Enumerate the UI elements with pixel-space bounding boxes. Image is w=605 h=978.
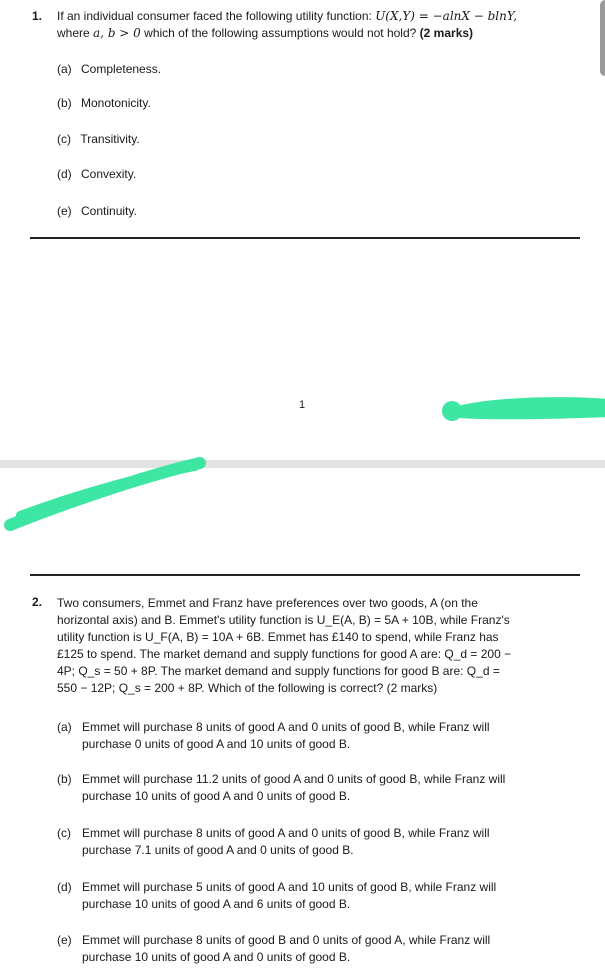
option-line: Emmet will purchase 8 units of good A and 0 units of good B, while Franz will [82,826,490,840]
question-2-line-5: 4P; Q_s = 50 + 8P. The market demand and supply functions for good B are: Q_d = [57,664,500,678]
option-letter: (b) [57,96,72,110]
option-line: purchase 10 units of good A and 0 units of good B. [82,789,351,803]
option-line: purchase 10 units of good A and 6 units of good B. [82,897,351,911]
option-1c [57,131,140,148]
option-1d [57,166,136,183]
question-2-line-4: £125 to spend. The market demand and supply functions for good A are: Q_d = 200 − [57,647,512,661]
option-text [82,932,490,966]
question-1-text-c: which of the following assumptions would not hold? [140,26,420,40]
question-1-number: 1. [32,9,43,23]
question-1-marks: (2 marks) [419,26,474,40]
option-line: purchase 7.1 units of good A and 0 units of good B. [82,843,354,857]
option-text [82,771,505,805]
option-text: Completeness. [81,62,162,76]
question-2-number: 2. [32,595,43,609]
option-text [82,825,490,859]
option-letter: (d) [57,167,72,181]
question-1-utility-function: U(X,Y) = −alnX − blnY, [375,9,518,23]
option-letter: (c) [57,132,71,146]
option-line: Emmet will purchase 8 units of good A and 0 units of good B, while Franz will [82,720,490,734]
option-text: Transitivity. [80,132,140,146]
option-letter: (a) [57,62,72,76]
question-2-line-6: 550 − 12P; Q_s = 200 + 8P. Which of the following is correct? (2 marks) [57,681,438,695]
option-text: Convexity. [81,167,137,181]
option-line: Emmet will purchase 8 units of good B and 0 units of good A, while Franz will [82,933,491,947]
option-text [82,879,496,913]
page-number: 1 [299,399,306,411]
question-2-line-3: utility function is U_F(A, B) = 10A + 6B. Emmet has £140 to spend, while Franz has [57,630,499,644]
option-text [82,719,490,753]
option-letter: (e) [57,933,72,947]
option-text: Monotonicity. [81,96,151,110]
option-text: Continuity. [81,204,137,218]
option-line: Emmet will purchase 5 units of good A and 10 units of good B, while Franz will [82,880,497,894]
highlight-marker-scribble-left [0,455,210,535]
question-2-text [57,595,592,697]
option-line: purchase 10 units of good A and 0 units of good B. [82,950,351,964]
question-1-text-a: If an individual consumer faced the following utility function: [57,9,376,23]
question-divider-1 [30,237,580,239]
option-line: purchase 0 units of good A and 10 units of good B. [82,737,351,751]
scrollbar-handle[interactable] [600,0,605,76]
option-1e [57,203,137,220]
option-line: Emmet will purchase 11.2 units of good A and 0 units of good B, while Franz will [82,772,506,786]
question-1-text-b: where [57,26,94,40]
question-divider-2 [30,574,580,576]
option-letter: (e) [57,204,72,218]
question-2-line-1: Two consumers, Emmet and Franz have preferences over two goods, A (on the [57,596,478,610]
highlight-marker-stroke-right [440,393,605,423]
option-letter: (b) [57,772,72,786]
option-letter: (c) [57,826,71,840]
question-1-text [57,8,597,42]
option-letter: (d) [57,880,72,894]
option-1b [57,95,151,112]
option-1a [57,61,161,78]
question-2-line-2: horizontal axis) and B. Emmet's utility function is U_E(A, B) = 5A + 10B, while Franz's [57,613,510,627]
question-1-condition: a, b > 0 [93,26,141,40]
option-letter: (a) [57,720,72,734]
